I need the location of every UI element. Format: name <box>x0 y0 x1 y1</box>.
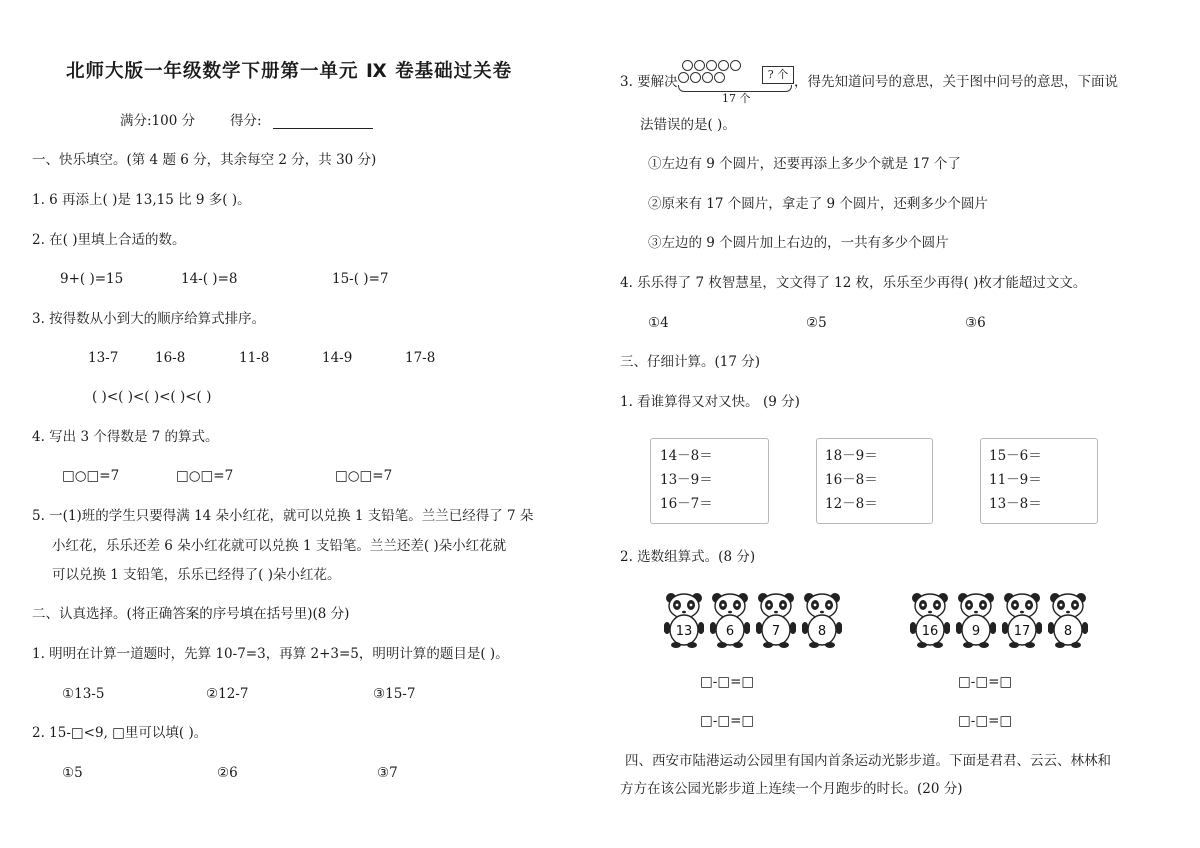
question-1-3: 3. 按得数从小到大的顺序给算式排序。 <box>32 311 266 327</box>
option: ③6 <box>965 315 986 331</box>
question-1-2-a: 9+( )=15 <box>60 271 124 287</box>
calc-question-2: 2. 选数组算式。(8 分) <box>620 549 756 565</box>
panda-icon <box>802 592 842 648</box>
question-1-5-line-2: 小红花，乐乐还差 6 朵小红花就可以兑换 1 支铅笔。兰兰还差( )朵小红花就 <box>52 538 507 554</box>
option: ②12-7 <box>206 686 249 702</box>
choice-question-2: 2. 15-□<9, □里可以填( )。 <box>32 725 208 741</box>
calc-item: 12－8＝ <box>825 496 878 512</box>
choice-question-3-line-2: 法错误的是( )。 <box>640 117 736 133</box>
option: ②原来有 17 个圆片，拿走了 9 个圆片，还剩多少个圆片 <box>648 196 988 212</box>
section-1-heading: 一、快乐填空。(第 4 题 6 分，其余每空 2 分，共 30 分) <box>32 152 377 168</box>
option: ③7 <box>377 765 398 781</box>
option: ②6 <box>217 765 238 781</box>
panda-icon <box>664 592 704 648</box>
score-label: 得分: <box>230 113 262 129</box>
question-1-2: 2. 在( )里填上合适的数。 <box>32 232 186 248</box>
calc-item: 15－6＝ <box>989 448 1042 464</box>
ordering-blanks: ( )<( )<( )<( )<( ) <box>92 389 212 405</box>
option: ①5 <box>62 765 83 781</box>
formula-blank: □-□=□ <box>700 674 755 690</box>
calc-item: 18－9＝ <box>825 448 878 464</box>
unknown-count-box: ? 个 <box>762 66 794 84</box>
expression: 11-8 <box>239 350 270 366</box>
calc-item: 16－7＝ <box>660 496 713 512</box>
section-3-heading: 三、仔细计算。(17 分) <box>620 354 761 370</box>
panda-number: 13 <box>675 624 693 639</box>
choice-question-1: 1. 明明在计算一道题时，先算 10-7=3，再算 2+3=5，明明计算的题目是( )。 <box>32 646 509 662</box>
panda-icon <box>710 592 750 648</box>
expression: 17-8 <box>405 350 436 366</box>
panda-icon <box>956 592 996 648</box>
formula-blank: □○□=7 <box>62 468 120 484</box>
formula-blank: □○□=7 <box>176 468 234 484</box>
question-1-5-line-3: 可以兑换 1 支铅笔，乐乐已经得了( )朵小红花。 <box>52 567 341 583</box>
calc-item: 11－9＝ <box>989 472 1042 488</box>
choice-question-4: 4. 乐乐得了 7 枚智慧星，文文得了 12 枚，乐乐至少再得( )枚才能超过文文。 <box>620 275 1087 291</box>
panda-number: 6 <box>725 624 735 639</box>
page-title: 北师大版一年级数学下册第一单元 Ⅸ 卷基础过关卷 <box>66 61 513 82</box>
formula-blank: □-□=□ <box>958 674 1013 690</box>
calc-item: 16－8＝ <box>825 472 878 488</box>
option: ①4 <box>648 315 669 331</box>
option: ③左边的 9 个圆片加上右边的，一共有多少个圆片 <box>648 235 949 251</box>
full-score: 满分:100 分 <box>120 113 196 129</box>
formula-blank: □○□=7 <box>335 468 393 484</box>
formula-blank: □-□=□ <box>700 713 755 729</box>
panda-number: 7 <box>771 624 781 639</box>
expression: 13-7 <box>88 350 119 366</box>
panda-number: 8 <box>817 624 827 639</box>
panda-number: 16 <box>921 624 939 639</box>
option: ②5 <box>806 315 827 331</box>
panda-number: 17 <box>1013 624 1031 639</box>
question-1-5-line-1: 5. 一(1)班的学生只要得满 14 朵小红花，就可以兑换 1 支铅笔。兰兰已经得了 7 朵 <box>32 508 534 524</box>
panda-number: 9 <box>971 624 981 639</box>
choice-question-3-end: ，得先知道问号的意思，关于图中问号的意思，下面说 <box>794 74 1118 90</box>
option: ①13-5 <box>62 686 105 702</box>
choice-question-3-start: 3. 要解决 <box>620 74 678 90</box>
panda-icon <box>1002 592 1042 648</box>
formula-blank: □-□=□ <box>958 713 1013 729</box>
option: ①左边有 9 个圆片，还要再添上多少个就是 17 个了 <box>648 156 961 172</box>
panda-icon <box>756 592 796 648</box>
calc-item: 13－8＝ <box>989 496 1042 512</box>
question-1-2-c: 15-( )=7 <box>332 271 389 287</box>
expression: 16-8 <box>155 350 186 366</box>
section-2-heading: 二、认真选择。(将正确答案的序号填在括号里)(8 分) <box>32 606 350 622</box>
panda-icon <box>1048 592 1088 648</box>
total-brace <box>678 85 792 92</box>
calc-item: 14－8＝ <box>660 448 713 464</box>
total-count-label: 17 个 <box>722 92 751 105</box>
question-1-4: 4. 写出 3 个得数是 7 的算式。 <box>32 429 219 445</box>
panda-number: 8 <box>1063 624 1073 639</box>
question-1-1: 1. 6 再添上( )是 13,15 比 9 多( )。 <box>32 192 251 208</box>
panda-icon <box>910 592 950 648</box>
question-1-2-b: 14-( )=8 <box>181 271 238 287</box>
section-4-line-1: 四、西安市陆港运动公园里有国内首条运动光影步道。下面是君君、云云、林林和 <box>625 753 1111 769</box>
option: ③15-7 <box>373 686 416 702</box>
calc-item: 13－9＝ <box>660 472 713 488</box>
calc-question-1: 1. 看谁算得又对又快。 (9 分) <box>620 394 800 410</box>
section-4-line-2: 方方在该公园光影步道上连续一个月跑步的时长。(20 分) <box>620 781 963 797</box>
expression: 14-9 <box>322 350 353 366</box>
score-blank-line[interactable] <box>273 128 373 129</box>
